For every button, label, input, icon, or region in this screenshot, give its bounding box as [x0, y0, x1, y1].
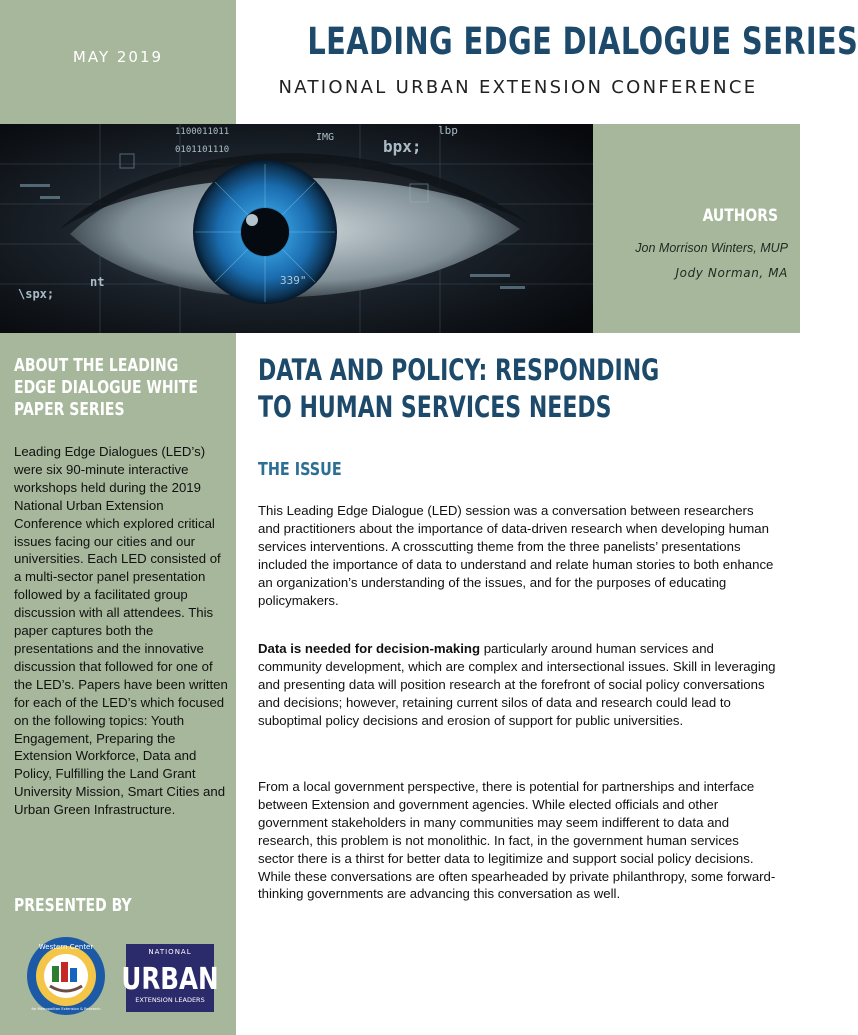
- series-title: LEADING EDGE DIALOGUE SERIES: [307, 20, 858, 63]
- body-paragraph: This Leading Edge Dialogue (LED) session was a conversation between researchers and practitioners about the importance of data-driven research when developing human services interventions. A crosscutting theme from the three panelists’ presentations included the importance of data to understand and relate human stories to both enhance an organization’s understanding of the issues, and for the purposes of educating policymakers.: [258, 503, 774, 608]
- about-heading: ABOUT THE LEADING EDGE DIALOGUE WHITE PAPER SERIES: [14, 356, 198, 420]
- about-body: Leading Edge Dialogues (LED’s) were six 90-minute interactive workshops held during the 2019 National Urban Extension Conference which explored critical issues facing our cities and our universities. Each LED consisted of a multi-sector panel presentation followed by a facilitated group discussion with all attendees. This paper captures both the presentations and the innovative discussion that followed for one of the LED’s. Papers have been written for each of the LED’s which focused on the following topics: Youth Engagement, Preparing the Extension Workforce, Data and Policy, Fulfilling the Land Grant University Mission, Smart Cities and Urban Green Infrastructure.: [14, 444, 228, 818]
- body-paragraph: [258, 640, 778, 730]
- logo-text: URBAN: [121, 962, 219, 997]
- publication-date: MAY 2019: [72, 48, 164, 66]
- hero-overlay-text: 1100011011: [175, 127, 230, 137]
- hero-overlay-text: bpx;: [383, 137, 422, 156]
- author-name: Jon Morrison Winters, MUP: [635, 241, 788, 255]
- about-sidebar: [0, 333, 236, 1035]
- hero-overlay-text: lbp: [438, 124, 458, 137]
- header-date-panel: [0, 0, 236, 124]
- hero-overlay-text: IMG: [316, 132, 335, 143]
- eye-illustration: [0, 124, 593, 333]
- national-urban-extension-leaders-logo: [121, 944, 219, 1012]
- logo-text: EXTENSION LEADERS: [135, 996, 205, 1004]
- hero-overlay-text: 339": [280, 274, 307, 287]
- logo-text: Western Center: [38, 943, 94, 951]
- western-center-logo: [26, 936, 106, 1016]
- authors-panel: [593, 124, 800, 333]
- hero-eye-image: [0, 124, 593, 333]
- logo-text: NATIONAL: [148, 948, 192, 956]
- presented-by-heading: PRESENTED BY: [14, 896, 132, 916]
- paragraph-text: particularly around human services and community development, which are complex and intersectional issues. Skill in leveraging and presenting data will position research at the forefront of social policy conversations and decisions; however, retaining current silos of data and research could lead to suboptimal policy decisions and erosion of support for public universities.: [258, 641, 776, 728]
- paper-title: DATA AND POLICY: RESPONDING TO HUMAN SERVICES NEEDS: [258, 353, 660, 424]
- hero-overlay-text: 0101101110: [175, 145, 230, 155]
- logo-text: for Metropolitan Extension & Research: [31, 1007, 101, 1011]
- authors-heading: AUTHORS: [702, 206, 778, 226]
- body-paragraph: From a local government perspective, there is potential for partnerships and interface between Extension and government agencies. While elected officials and other government stakeholders in many communities may seem indifferent to data and research, this problem is not monolithic. In fact, in the government human services sector there is a thirst for better data to legitimize and support social policy decisions. While these conversations are often spearheaded by private philanthropy, some forward-thinking governments are advancing this conversation as well.: [258, 779, 776, 902]
- hero-overlay-text: nt: [90, 275, 105, 289]
- hero-overlay-text: \spx;: [18, 287, 55, 301]
- author-name: Jody Norman, MA: [675, 266, 788, 280]
- issue-heading: THE ISSUE: [258, 459, 342, 480]
- paragraph-lead: Data is needed for decision-making: [258, 641, 481, 656]
- series-subtitle: NATIONAL URBAN EXTENSION CONFERENCE: [278, 77, 758, 98]
